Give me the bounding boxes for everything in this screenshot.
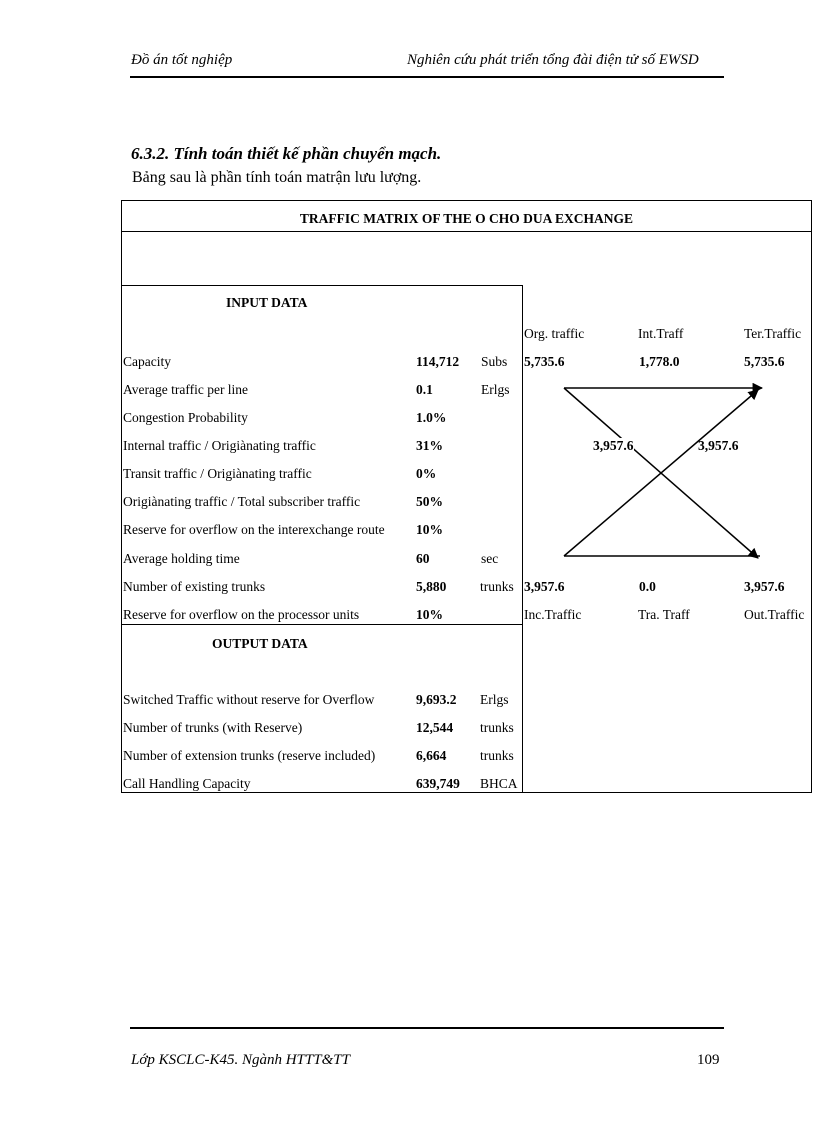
section-title: 6.3.2. Tính toán thiết kế phần chuyển mạch. bbox=[131, 144, 442, 163]
output-unit: trunks bbox=[480, 748, 514, 763]
input-label: Congestion Probability bbox=[123, 410, 248, 425]
ter-traffic-label: Ter.Traffic bbox=[744, 326, 802, 341]
input-label: Number of existing trunks bbox=[123, 579, 266, 594]
input-value: 1.0% bbox=[416, 410, 447, 425]
input-data-box bbox=[121, 285, 523, 625]
input-value: 60 bbox=[416, 551, 430, 566]
input-value: 50% bbox=[416, 494, 443, 509]
int-traffic-label: Int.Traff bbox=[638, 326, 684, 341]
traffic-cross-arrows bbox=[524, 370, 812, 580]
ter-traffic-value: 5,735.6 bbox=[744, 354, 785, 369]
output-unit: BHCA bbox=[480, 776, 518, 791]
input-label: Reserve for overflow on the interexchange route bbox=[123, 522, 385, 537]
input-value: 114,712 bbox=[416, 354, 460, 369]
output-data-heading: OUTPUT DATA bbox=[212, 636, 308, 651]
cross-right-value: 3,957.6 bbox=[698, 438, 739, 453]
out-traffic-value: 3,957.6 bbox=[744, 579, 785, 594]
input-unit: trunks bbox=[480, 579, 514, 594]
tra-traffic-value: 0.0 bbox=[639, 579, 656, 594]
input-unit: sec bbox=[481, 551, 499, 566]
input-value: 10% bbox=[416, 522, 443, 537]
header-left: Đồ án tốt nghiệp bbox=[131, 52, 233, 68]
section-intro: Bảng sau là phần tính toán matrận lưu lượng. bbox=[132, 169, 422, 186]
input-label: Capacity bbox=[123, 354, 171, 369]
inc-traffic-label: Inc.Traffic bbox=[524, 607, 582, 622]
org-traffic-value: 5,735.6 bbox=[524, 354, 565, 369]
header-right: Nghiên cứu phát triển tổng đài điện tử số EWSD bbox=[407, 52, 699, 68]
output-unit: trunks bbox=[480, 720, 514, 735]
input-data-heading: INPUT DATA bbox=[226, 295, 308, 310]
output-value: 6,664 bbox=[416, 748, 447, 763]
matrix-title: TRAFFIC MATRIX OF THE O CHO DUA EXCHANGE bbox=[299, 211, 634, 226]
input-value: 31% bbox=[416, 438, 443, 453]
input-label: Internal traffic / Origiànating traffic bbox=[123, 438, 316, 453]
output-label: Number of trunks (with Reserve) bbox=[123, 720, 303, 735]
diagonal-up-arrow bbox=[564, 390, 758, 556]
output-value: 9,693.2 bbox=[416, 692, 457, 707]
output-data-box bbox=[121, 624, 523, 793]
title-row-divider bbox=[121, 231, 812, 232]
page-number: 109 bbox=[697, 1052, 720, 1068]
output-label: Number of extension trunks (reserve included) bbox=[123, 748, 376, 763]
cross-left-value: 3,957.6 bbox=[593, 438, 634, 453]
footer-left: Lớp KSCLC-K45. Ngành HTTT&TT bbox=[131, 1052, 350, 1068]
output-value: 639,749 bbox=[416, 776, 460, 791]
header-rule bbox=[130, 76, 724, 78]
tra-traffic-label: Tra. Traff bbox=[638, 607, 690, 622]
input-value: 0% bbox=[416, 466, 437, 481]
output-unit: Erlgs bbox=[480, 692, 509, 707]
input-value: 10% bbox=[416, 607, 443, 622]
input-value: 0.1 bbox=[416, 382, 433, 397]
output-value: 12,544 bbox=[416, 720, 454, 735]
int-traffic-value: 1,778.0 bbox=[639, 354, 680, 369]
input-label: Origiànating traffic / Total subscriber traffic bbox=[123, 494, 361, 509]
output-label: Call Handling Capacity bbox=[123, 776, 251, 791]
input-label: Transit traffic / Origiànating traffic bbox=[123, 466, 312, 481]
input-label: Average traffic per line bbox=[123, 382, 249, 397]
input-unit: Erlgs bbox=[481, 382, 510, 397]
output-label: Switched Traffic without reserve for Overflow bbox=[123, 692, 375, 707]
input-label: Average holding time bbox=[123, 551, 240, 566]
org-traffic-label: Org. traffic bbox=[524, 326, 585, 341]
input-unit: Subs bbox=[481, 354, 508, 369]
input-label: Reserve for overflow on the processor units bbox=[123, 607, 360, 622]
out-traffic-label: Out.Traffic bbox=[744, 607, 805, 622]
inc-traffic-value: 3,957.6 bbox=[524, 579, 565, 594]
input-value: 5,880 bbox=[416, 579, 447, 594]
footer-rule bbox=[130, 1027, 724, 1029]
